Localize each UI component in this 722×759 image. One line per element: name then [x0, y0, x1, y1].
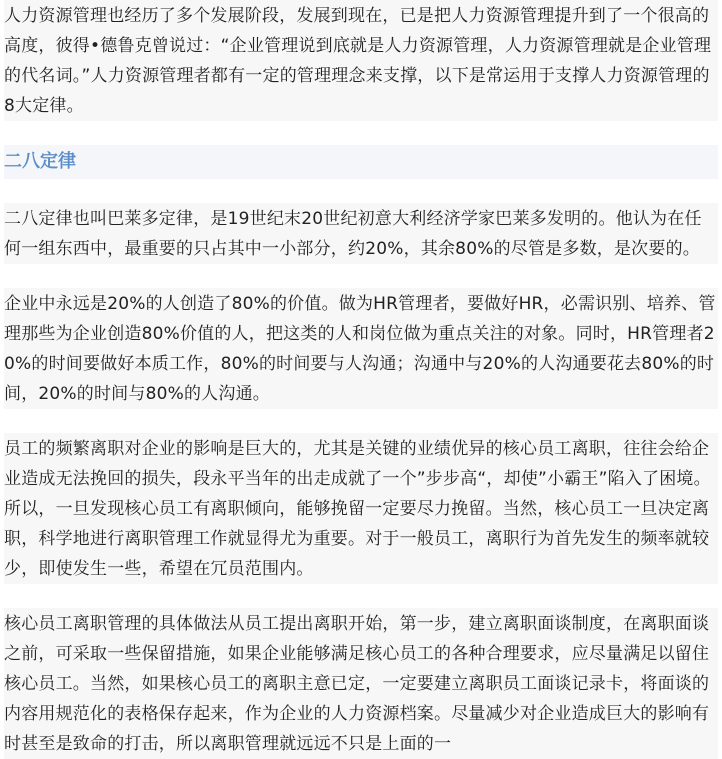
paragraph-pareto-definition: 二八定律也叫巴莱多定律，是19世纪末20世纪初意大利经济学家巴莱多发明的。他认为在任何一组东西中，最重要的只占其中一小部分，约20%，其余80%的尽管是多数，是次要的。	[4, 203, 718, 264]
section-heading: 二八定律	[4, 145, 718, 179]
spacer	[4, 121, 718, 145]
spacer	[4, 409, 718, 433]
paragraph-value-creation: 企业中永远是20%的人创造了80%的价值。做为HR管理者，要做好HR，必需识别、培养、管理那些为企业创造80%价值的人，把这类的人和岗位做为重点关注的对象。同时，HR管理者20%的时间要做好本质工作，80%的时间要与人沟通；沟通中与20%的人沟通要花去80%的时间，20%的时间与80%的人沟通。	[4, 288, 718, 409]
spacer	[4, 179, 718, 203]
paragraph-exit-management: 核心员工离职管理的具体做法从员工提出离职开始，第一步，建立离职面谈制度，在离职面谈之前，可采取一些保留措施，如果企业能够满足核心员工的各种合理要求，应尽量满足以留住核心员工。当然，如果核心员工的离职主意已定，一定要建立离职员工面谈记录卡，将面谈的内容用规范化的表格保存起来，作为企业的人力资源档案。尽量减少对企业造成巨大的影响有时甚至是致命的打击，所以离职管理就远远不只是上面的一	[4, 608, 718, 759]
article-body	[4, 0, 718, 759]
paragraph-employee-turnover: 员工的频繁离职对企业的影响是巨大的，尤其是关键的业绩优异的核心员工离职，往往会给企业造成无法挽回的损失，段永平当年的出走成就了一个”步步高“，却使”小霸王”陷入了困境。所以，一旦发现核心员工有离职倾向，能够挽留一定要尽力挽留。当然，核心员工一旦决定离职，科学地进行离职管理工作就显得尤为重要。对于一般员工，离职行为首先发生的频率就较少，即使发生一些，希望在冗员范围内。	[4, 433, 718, 584]
intro-paragraph: 人力资源管理也经历了多个发展阶段，发展到现在，已是把人力资源管理提升到了一个很高的高度，彼得•德鲁克曾说过：“企业管理说到底就是人力资源管理，人力资源管理就是企业管理的代名词。”人力资源管理者都有一定的管理理念来支撑，以下是常运用于支撑人力资源管理的8大定律。	[4, 0, 718, 121]
spacer	[4, 264, 718, 288]
spacer	[4, 584, 718, 608]
